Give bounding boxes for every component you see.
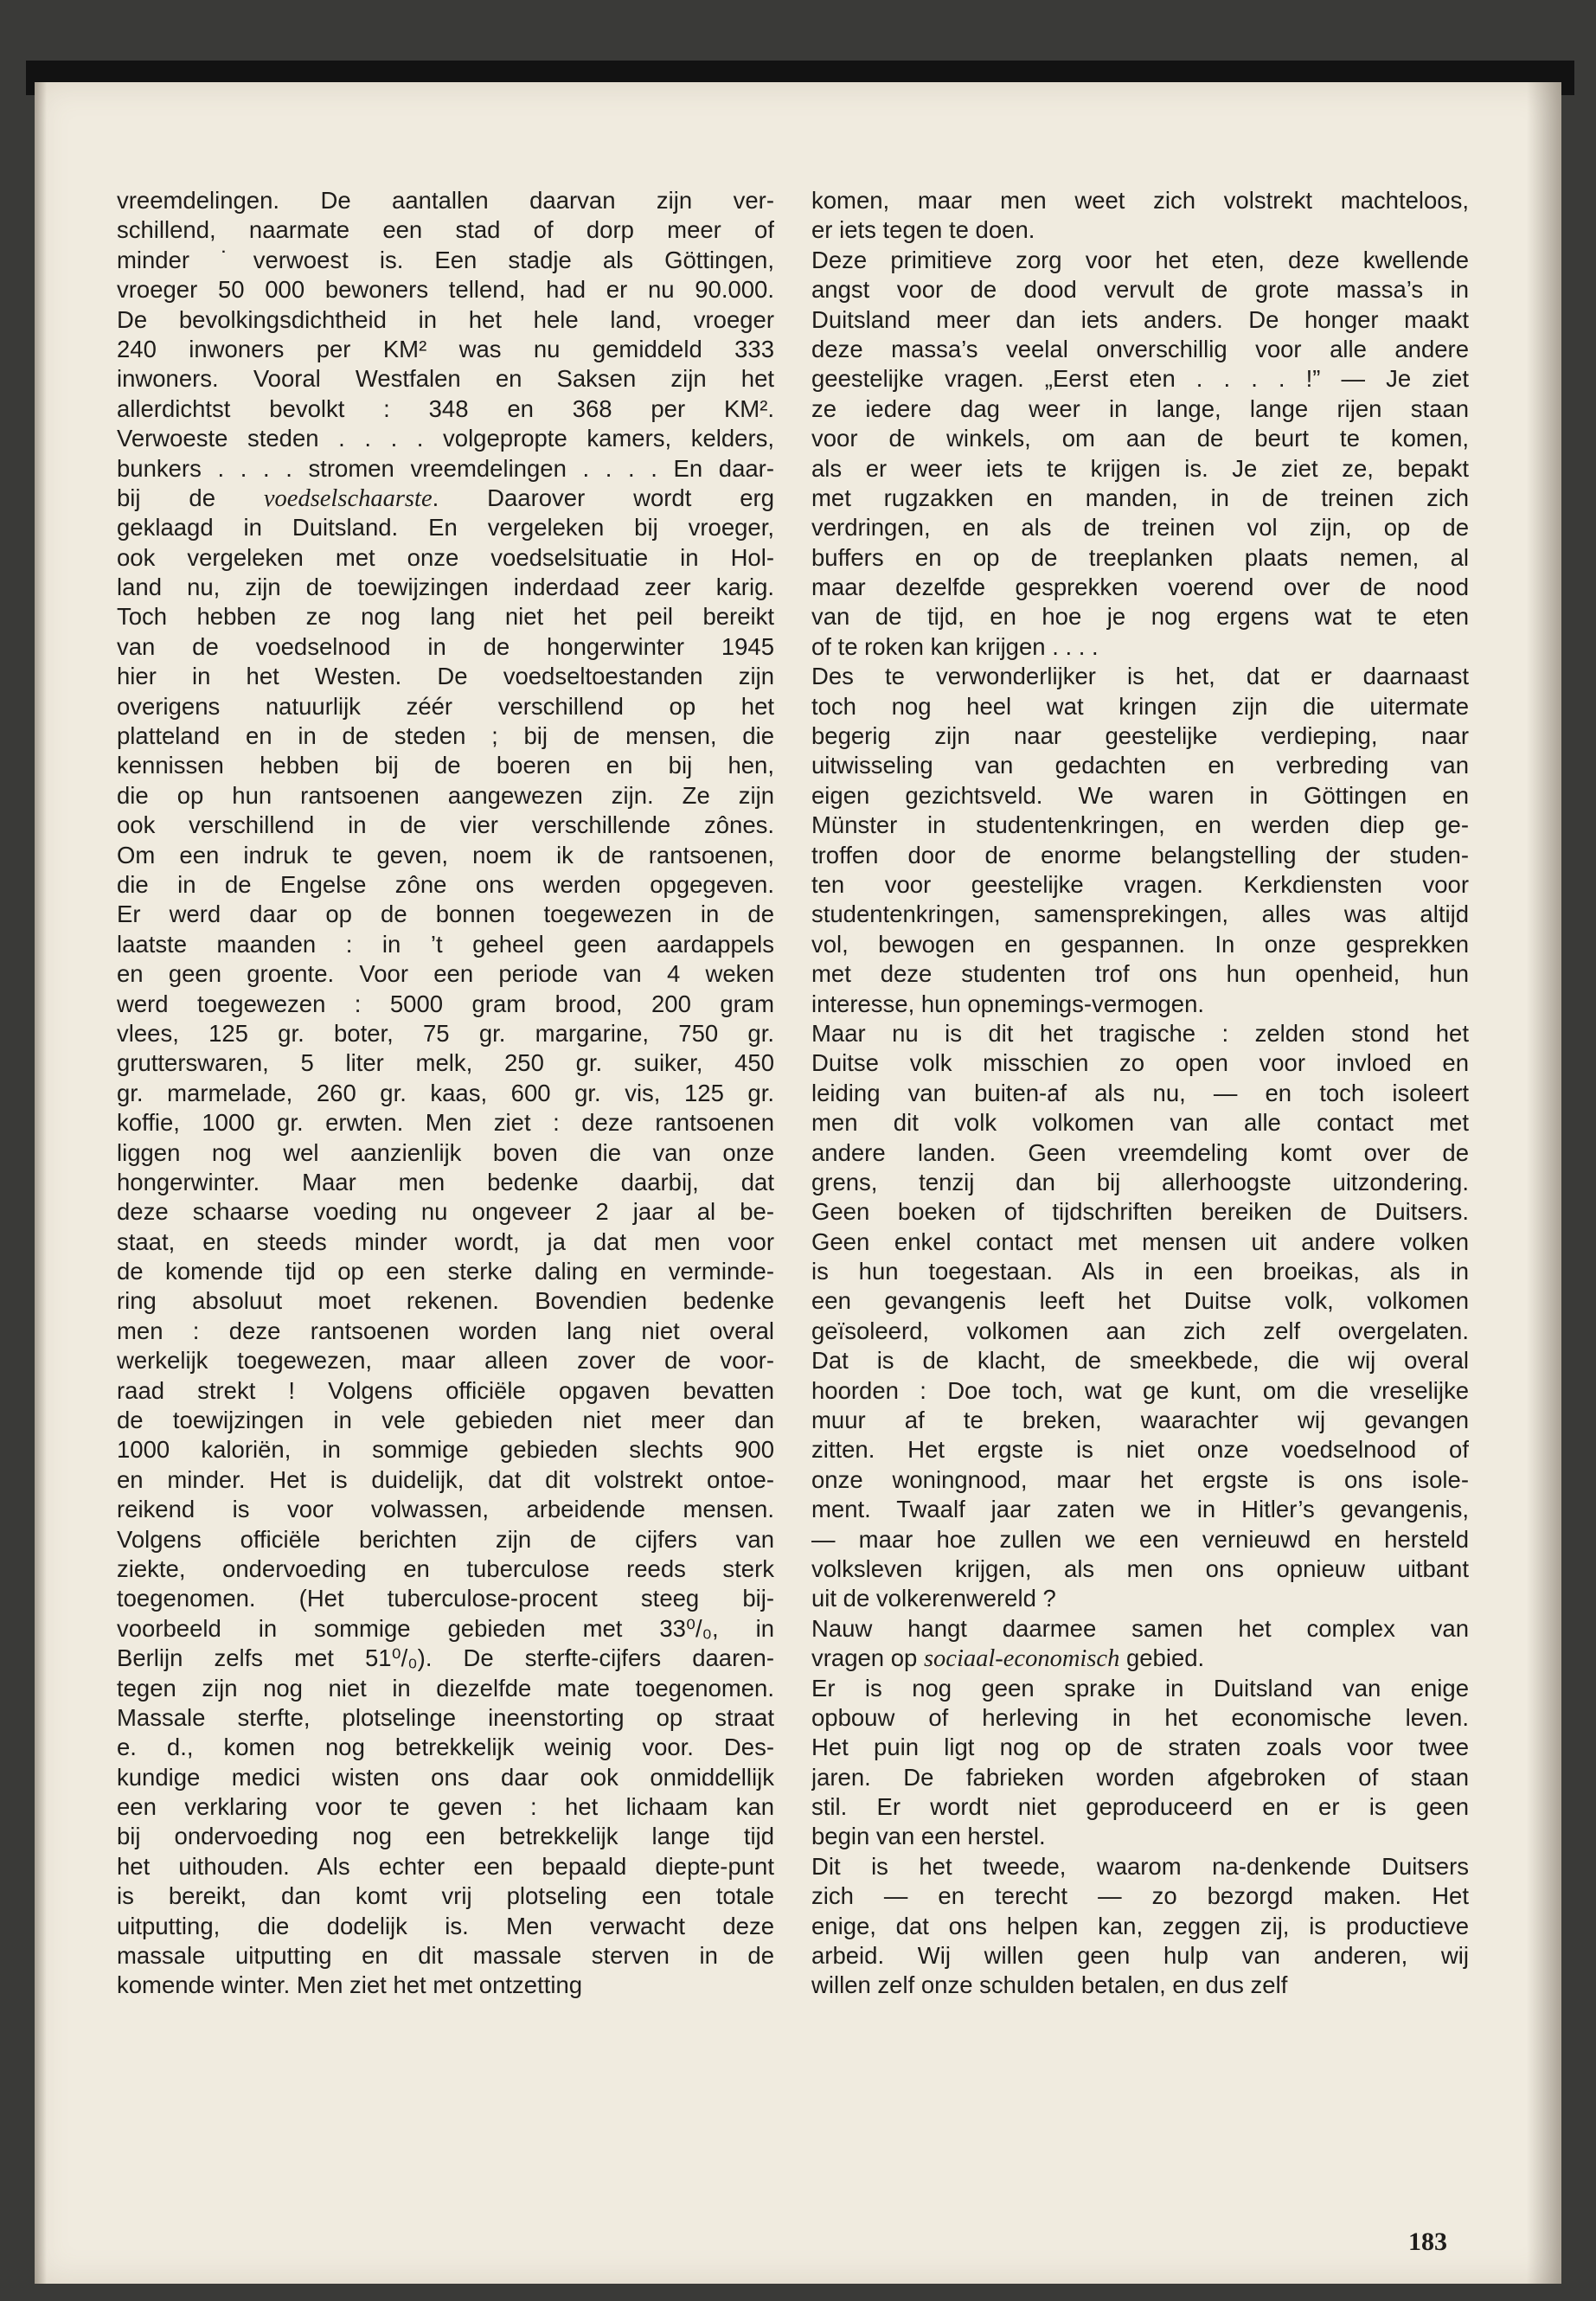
text-line: e. d., komen nog betrekkelijk weinig voor. Des- [117, 1734, 774, 1761]
text-line: Duitsland meer dan iets anders. De honger maakt [811, 305, 1469, 333]
text-line: deze schaarse voeding nu ongeveer 2 jaar al be- [117, 1198, 774, 1226]
text-line: Des te verwonderlijker is het, dat er daarnaast [811, 663, 1469, 690]
text-line: voorbeeld in sommige gebieden met 33⁰/₀, in [117, 1614, 774, 1642]
text-line: 1000 kaloriën, in sommige gebieden slechts 900 [117, 1436, 774, 1464]
text-line: allerdichtst bevolkt : 348 en 368 per KM². [117, 394, 774, 422]
text-line: inwoners. Vooral Westfalen en Saksen zijn het [117, 365, 774, 393]
text-line: met deze studenten trof ons hun openheid, hun [811, 960, 1469, 988]
text-line: zitten. Het ergste is niet onze voedselnood of [811, 1436, 1469, 1464]
text-line: komen, maar men weet zich volstrekt machteloos, [811, 187, 1469, 214]
text-line: staat, en steeds minder wordt, ja dat men voor [117, 1227, 774, 1255]
text-line: geestelijke vragen. „Eerst eten . . . . !” — Je ziet [811, 365, 1469, 393]
text-line: maar dezelfde gesprekken voerend over de nood [811, 574, 1469, 601]
text-line: of te roken kan krijgen . . . . [811, 632, 1099, 660]
text-line: Er werd daar op de bonnen toegewezen in de [117, 901, 774, 928]
text-line: Verwoeste steden . . . . volgepropte kamers, kelders, [117, 425, 774, 452]
text-line: van de tijd, en hoe je nog ergens wat te eten [811, 603, 1469, 631]
text-line: ze iedere dag weer in lange, lange rijen staan [811, 394, 1469, 422]
text-line: studentenkringen, samensprekingen, alles was altijd [811, 901, 1469, 928]
text-line: De bevolkingsdichtheid in het hele land, vroeger [117, 305, 774, 333]
left-text-column [117, 186, 774, 2001]
text-line: ment. Twaalf jaar zaten we in Hitler’s gevangenis, [811, 1496, 1469, 1523]
text-line: hongerwinter. Maar men bedenke daarbij, dat [117, 1168, 774, 1195]
text-line: kundige medici wisten ons daar ook onmiddellijk [117, 1763, 774, 1791]
text-line: vroeger 50 000 bewoners tellend, had er nu 90.000. [117, 276, 774, 304]
text-line: Dat is de klacht, de smeekbede, die wij overal [811, 1347, 1469, 1375]
text-line: vlees, 125 gr. boter, 75 gr. margarine, 750 gr. [117, 1019, 774, 1047]
text-line: van de voedselnood in de hongerwinter 1945 [117, 632, 774, 660]
text-line: geïsoleerd, volkomen aan zich zelf overgelaten. [811, 1317, 1469, 1344]
text-line: deze massa’s veelal onverschillig voor alle andere [811, 335, 1469, 362]
text-line: Massale sterfte, plotselinge ineenstorting op straat [117, 1703, 774, 1731]
text-line: bij de voedselschaarste. Daarover wordt erg [117, 484, 774, 512]
text-line: men dit volk volkomen van alle contact met [811, 1109, 1469, 1137]
text-line: komende winter. Men ziet het met ontzetting [117, 1971, 583, 1999]
text-line: buffers en op de treeplanken plaats nemen, al [811, 543, 1469, 571]
text-line: eigen gezichtsveld. We waren in Göttingen en [811, 781, 1469, 809]
text-line: willen zelf onze schulden betalen, en dus zelf [811, 1971, 1288, 1999]
text-line: — maar hoe zullen we een vernieuwd en hersteld [811, 1525, 1469, 1553]
text-line: overigens natuurlijk zéér verschillend op het [117, 692, 774, 720]
text-line: hoorden : Doe toch, wat ge kunt, om die vreselijke [811, 1376, 1469, 1404]
text-line: men : deze rantsoenen worden lang niet overal [117, 1317, 774, 1344]
page-number: 183 [1408, 2227, 1447, 2256]
text-line: laatste maanden : in ’t geheel geen aardappels [117, 930, 774, 958]
text-line: raad strekt ! Volgens officiële opgaven bevatten [117, 1376, 774, 1404]
text-line: is bereikt, dan komt vrij plotseling een totale [117, 1882, 774, 1910]
text-line: een verklaring voor te geven : het lichaam kan [117, 1793, 774, 1821]
text-line: muur af te breken, waarachter wij gevangen [811, 1407, 1469, 1434]
text-line: hier in het Westen. De voedseltoestanden zijn [117, 663, 774, 690]
text-line: en geen groente. Voor een periode van 4 weken [117, 960, 774, 988]
text-line: liggen nog wel aanzienlijk boven die van onze [117, 1138, 774, 1166]
text-line: Duitse volk misschien zo open voor invloed en [811, 1049, 1469, 1077]
text-line: uitwisseling van gedachten en verbreding van [811, 752, 1469, 779]
text-line: vol, bewogen en gespannen. In onze gesprekken [811, 930, 1469, 958]
text-line: troffen door de enorme belangstelling der studen- [811, 841, 1469, 868]
text-line: stil. Er wordt niet geproduceerd en er is geen [811, 1793, 1469, 1821]
text-line: leiding van buiten-af als nu, — en toch isoleert [811, 1079, 1469, 1106]
text-line: en minder. Het is duidelijk, dat dit volstrekt ontoe- [117, 1465, 774, 1493]
text-line: die op hun rantsoenen aangewezen zijn. Ze zijn [117, 781, 774, 809]
text-line: Berlijn zelfs met 51⁰/₀). De sterfte-cijfers daaren- [117, 1644, 774, 1672]
text-line: Münster in studentenkringen, en werden diep ge- [811, 811, 1469, 839]
text-line: arbeid. Wij willen geen hulp van anderen, wij [811, 1942, 1469, 1970]
text-line: een gevangenis leeft het Duitse volk, volkomen [811, 1287, 1469, 1315]
text-line: grens, tenzij dan bij allerhoogste uitzondering. [811, 1168, 1469, 1195]
text-line: het uithouden. Als echter een bepaald diepte-punt [117, 1852, 774, 1880]
text-line: Maar nu is dit het tragische : zelden stond het [811, 1019, 1469, 1047]
text-line: werd toegewezen : 5000 gram brood, 200 gram [117, 990, 774, 1017]
text-line: Het puin ligt nog op de straten zoals voor twee [811, 1734, 1469, 1761]
text-line: werkelijk toegewezen, maar alleen zover de voor- [117, 1347, 774, 1375]
text-line: Volgens officiële berichten zijn de cijfers van [117, 1525, 774, 1553]
text-line: verdringen, en als de treinen vol zijn, op de [811, 514, 1469, 542]
text-line: er iets tegen te doen. [811, 216, 1035, 244]
text-line: Deze primitieve zorg voor het eten, deze kwellende [811, 246, 1469, 273]
text-line: reikend is voor volwassen, arbeidende mensen. [117, 1496, 774, 1523]
text-line: uit de volkerenwereld ? [811, 1585, 1056, 1612]
text-line: Om een indruk te geven, noem ik de rantsoenen, [117, 841, 774, 868]
text-line: vragen op sociaal-economisch gebied. [811, 1644, 1205, 1673]
text-line: is hun toegestaan. Als in een broeikas, als in [811, 1258, 1469, 1285]
page-gutter-shadow [35, 82, 47, 2284]
text-line: grutterswaren, 5 liter melk, 250 gr. suiker, 450 [117, 1049, 774, 1077]
text-line: kennissen hebben bij de boeren en bij hen, [117, 752, 774, 779]
text-line: met rugzakken en manden, in de treinen zich [811, 484, 1469, 511]
text-line: volksleven krijgen, als men ons opnieuw uitbant [811, 1554, 1469, 1582]
text-line: bij ondervoeding nog een betrekkelijk lange tijd [117, 1823, 774, 1850]
text-line: de toewijzingen in vele gebieden niet meer dan [117, 1407, 774, 1434]
text-line: ring absoluut moet rekenen. Bovendien bedenke [117, 1287, 774, 1315]
text-line: interesse, hun opnemings-vermogen. [811, 990, 1205, 1017]
text-line: jaren. De fabrieken worden afgebroken of staan [811, 1763, 1469, 1791]
text-line: massale uitputting en dit massale sterven in de [117, 1942, 774, 1970]
text-line: ten voor geestelijke vragen. Kerkdiensten voor [811, 870, 1469, 898]
text-line: schillend, naarmate een stad of dorp meer of [117, 216, 774, 244]
text-line: Nauw hangt daarmee samen het complex van [811, 1614, 1469, 1642]
text-line: voor de winkels, om aan de beurt te komen, [811, 425, 1469, 452]
text-line: zich — en terecht — zo bezorgd maken. Het [811, 1882, 1469, 1910]
text-line: begerig zijn naar geestelijke verdieping, naar [811, 722, 1469, 750]
text-line: ziekte, ondervoeding en tuberculose reeds sterk [117, 1554, 774, 1582]
text-line: Geen boeken of tijdschriften bereiken de Duitsers. [811, 1198, 1469, 1226]
text-line: vreemdelingen. De aantallen daarvan zijn ver- [117, 187, 774, 214]
text-line: geklaagd in Duitsland. En vergeleken bij vroeger, [117, 514, 774, 542]
text-line: opbouw of herleving in het economische leven. [811, 1703, 1469, 1731]
page-edge-shadow [1527, 82, 1561, 2284]
text-line: uitputting, die dodelijk is. Men verwacht deze [117, 1912, 774, 1939]
text-line: tegen zijn nog niet in diezelfde mate toegenomen. [117, 1674, 774, 1702]
text-line: angst voor de dood vervult de grote massa’s in [811, 276, 1469, 304]
text-line: Geen enkel contact met mensen uit andere volken [811, 1227, 1469, 1255]
text-line: ook verschillend in de vier verschillende zônes. [117, 811, 774, 839]
italic-emphasis: sociaal-economisch [923, 1645, 1120, 1673]
text-line: 240 inwoners per KM² was nu gemiddeld 333 [117, 335, 774, 362]
text-line: platteland en in de steden ; bij de mensen, die [117, 722, 774, 750]
text-line: Dit is het tweede, waarom na-denkende Duitsers [811, 1852, 1469, 1880]
text-line: bunkers . . . . stromen vreemdelingen . . . . En daar- [117, 454, 774, 482]
text-line: toch nog heel wat kringen zijn die uitermate [811, 692, 1469, 720]
right-text-column [811, 186, 1469, 2001]
text-line: onze woningnood, maar het ergste is ons isole- [811, 1465, 1469, 1493]
text-line: ook vergeleken met onze voedselsituatie in Hol- [117, 543, 774, 571]
book-page [35, 82, 1561, 2284]
text-line: die in de Engelse zône ons werden opgegeven. [117, 870, 774, 898]
text-line: als er weer iets te krijgen is. Je ziet ze, bepakt [811, 454, 1469, 482]
text-line: minder ˙verwoest is. Een stadje als Göttingen, [117, 246, 774, 273]
italic-emphasis: voedselschaarste [263, 484, 433, 512]
text-line: begin van een herstel. [811, 1823, 1046, 1850]
text-line: andere landen. Geen vreemdeling komt over de [811, 1138, 1469, 1166]
text-line: enige, dat ons helpen kan, zeggen zij, is productieve [811, 1912, 1469, 1939]
text-line: Toch hebben ze nog lang niet het peil bereikt [117, 603, 774, 631]
text-line: koffie, 1000 gr. erwten. Men ziet : deze rantsoenen [117, 1109, 774, 1137]
text-line: gr. marmelade, 260 gr. kaas, 600 gr. vis, 125 gr. [117, 1079, 774, 1106]
text-line: Er is nog geen sprake in Duitsland van enige [811, 1674, 1469, 1702]
text-line: land nu, zijn de toewijzingen inderdaad zeer karig. [117, 574, 774, 601]
text-line: toegenomen. (Het tuberculose-procent steeg bij- [117, 1585, 774, 1612]
text-line: de komende tijd op een sterke daling en verminde- [117, 1258, 774, 1285]
